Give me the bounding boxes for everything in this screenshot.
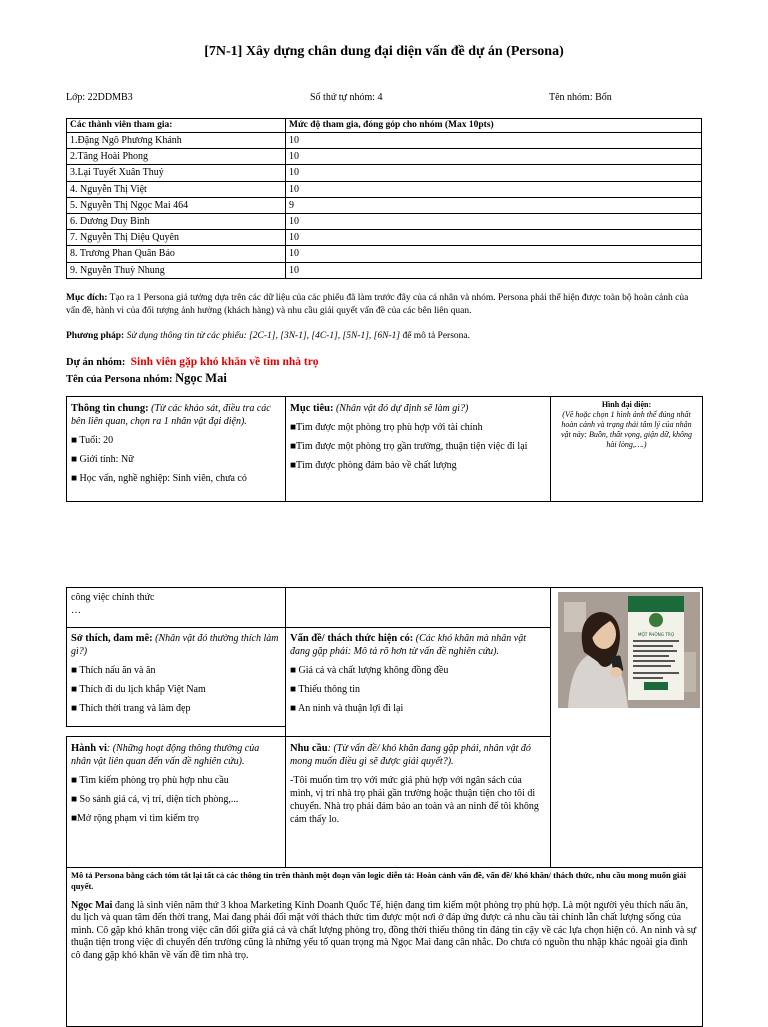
behavior-hint: : (Những hoạt động thông thường của nhân vật liên quan đến vấn đề nghiên cứu). — [71, 743, 260, 767]
method-sources: Sử dụng thông tin từ các phiếu: [2C-1], [3N-1], [4C-1], [5N-1], [6N-1] — [124, 331, 401, 341]
member-score: 9 — [286, 197, 702, 213]
member-name: 6. Dương Duy Bình — [67, 213, 286, 229]
problems-cell — [285, 627, 551, 737]
summary-text: đang là sinh viên năm thứ 3 khoa Marketing Kinh Doanh Quốc Tế, hiện đang tìm kiếm một phòng trọ phù hợp. Là một người yêu thích nấu ăn, du lịch và quan tâm đến thời trang, Mai đang phải đối mặt với thách thức tìm được một nơi ở đáp ứng được cả nhu cầu tài chính lẫn chất lượng sống của mình. Cô gặp khó khăn trong việc cân đối giữa giá cả và chất lượng phòng trọ, đồng thời thiếu thông tin đáng tin cậy về các lựa chọn hiện có. An ninh và sự thuận tiện trong việc di chuyển đến trường cũng là những yếu tố quan trọng mà Ngọc Mai đang cân nhắc. Do chưa có nguồn thu nhập khác ngoài gia đình cô đang gặp khó khăn về vấn đề tìm nhà trọ. — [71, 900, 697, 961]
goals-continued-cell — [285, 587, 551, 628]
member-name: 7. Nguyễn Thị Diệu Quyên — [67, 230, 286, 246]
general-info-cell — [66, 396, 286, 502]
summary-cell — [66, 867, 703, 1027]
project-line — [66, 356, 319, 368]
poster-title: MỘT PHÒNG TRỌ — [637, 632, 675, 637]
members-table-header — [67, 119, 702, 133]
method-text: để mô tả Persona. — [400, 331, 470, 341]
member-score: 10 — [286, 165, 702, 181]
general-info-label: Thông tin chung: — [71, 403, 149, 414]
problems-label: Vấn đề/ thách thức hiện có: — [290, 633, 414, 644]
hobby-item: ■ Thích đi du lịch khắp Việt Nam — [71, 684, 206, 695]
member-name: 2.Tăng Hoài Phong — [67, 149, 286, 165]
member-row — [67, 149, 702, 165]
purpose-text: Tạo ra 1 Persona giả tưởng dựa trên các dữ liệu của các phiếu đã làm trước đây của cá nhân và nhóm. Persona phải thể hiện được toàn bộ hoàn cảnh của vấn đề, hành vi của đối tượng ảnh hưởng (khách hàng) và nhu cầu giải quyết vấn đề của các bên liên quan. — [66, 293, 689, 316]
goals-label: Mục tiêu: — [290, 403, 334, 414]
member-row — [67, 197, 702, 213]
general-info-item: ■ Giới tính: Nữ — [71, 454, 134, 465]
member-row — [67, 246, 702, 262]
hobby-item: ■ Thích nấu ăn và ăn — [71, 665, 156, 676]
behavior-label: Hành vi — [71, 743, 107, 754]
member-row — [67, 181, 702, 197]
goals-hint: (Nhân vật đó dự định sẽ làm gì?) — [333, 403, 469, 414]
general-info-item: ■ Học vấn, nghề nghiệp: Sinh viên, chưa có — [71, 473, 247, 484]
goal-item: ■Tìm được phòng đảm bảo về chất lượng — [290, 460, 457, 471]
member-name: 1.Đặng Ngô Phương Khánh — [67, 133, 286, 149]
member-row — [67, 213, 702, 229]
members-header-name: Các thành viên tham gia: — [67, 119, 286, 133]
needs-hint: : (Từ vấn đề/ khó khăn đang gặp phải, nhân vật đó mong muốn điều gì sẽ được giải quyết?). — [290, 743, 531, 767]
persona-name-value: Ngọc Mai — [175, 371, 227, 385]
summary-paragraph — [71, 900, 698, 962]
behavior-item: ■ Tìm kiếm phòng trọ phù hợp nhu cầu — [71, 775, 229, 786]
goal-item: ■Tìm được một phòng trọ phù hợp với tài chính — [290, 422, 483, 433]
member-name: 3.Lại Tuyết Xuân Thuỷ — [67, 165, 286, 181]
class-label: Lớp: 22DDMB3 — [66, 92, 133, 103]
member-name: 4. Nguyễn Thị Việt — [67, 181, 286, 197]
member-score: 10 — [286, 246, 702, 262]
avatar-photo — [558, 592, 700, 708]
member-score: 10 — [286, 230, 702, 246]
project-value: Sinh viên gặp khó khăn về tìm nhà trọ — [130, 356, 319, 368]
member-name: 5. Nguyễn Thị Ngọc Mai 464 — [67, 197, 286, 213]
member-name: 9. Nguyễn Thuỳ Nhung — [67, 262, 286, 278]
general-info-continued: công việc chính thức — [71, 592, 155, 603]
member-row — [67, 262, 702, 278]
problem-item: ■ Giá cả và chất lượng không đồng đều — [290, 665, 449, 676]
needs-text: -Tôi muốn tìm trọ với mức giá phù hợp với ngân sách của mình, vị trí nhà trọ phải gần trường hoặc thuận tiện cho tôi di chuyển. Nhà trọ phải đảm bảo an toàn và an ninh để tôi không cảm thấy lo. — [290, 775, 539, 825]
members-header-score: Mức độ tham gia, đóng góp cho nhóm (Max 10pts) — [286, 119, 702, 133]
method-label: Phương pháp: — [66, 331, 125, 341]
problem-item: ■ An ninh và thuận lợi đi lại — [290, 703, 404, 714]
avatar-cell — [550, 396, 703, 502]
general-info-continued-cell — [66, 587, 286, 628]
general-info-hint: (Từ các khảo sát, điều tra các bên liên quan, chọn ra 1 nhân vật đại diện). — [71, 403, 271, 427]
hobbies-hint: (Nhân vật đó thường thích làm gì?) — [71, 633, 279, 657]
member-row — [67, 133, 702, 149]
problem-item: ■ Thiếu thông tin — [290, 684, 361, 695]
hobby-item: ■ Thích thời trang và làm đẹp — [71, 703, 191, 714]
behavior-cell — [66, 736, 286, 868]
problems-hint: (Các khó khăn mà nhân vật đang gặp phải: Mô tả rõ hơn từ vấn đề nghiên cứu). — [290, 633, 527, 657]
hobbies-cell — [66, 627, 286, 727]
behavior-item: ■ So sánh giá cả, vị trí, diện tích phòng,... — [71, 794, 239, 805]
member-score: 10 — [286, 213, 702, 229]
summary-instruction: Mô tả Persona bằng cách tóm tắt lại tất cả các thông tin trên thành một đoạn văn logic diễn tả: Hoàn cảnh vấn đề, vấn đề/ khó khăn/ thách thức, nhu cầu mong muốn giải quyết. — [71, 870, 687, 891]
member-row — [67, 165, 702, 181]
purpose-label: Mục đích: — [66, 293, 108, 303]
girl-reading-notice-image — [558, 592, 700, 708]
member-score: 10 — [286, 181, 702, 197]
goals-cell — [285, 396, 551, 502]
member-score: 10 — [286, 262, 702, 278]
goal-item: ■Tìm được một phòng trọ gần trường, thuận tiện việc đi lại — [290, 441, 528, 452]
hobbies-label: Sở thích, đam mê: — [71, 633, 153, 644]
summary-persona-name: Ngọc Mai — [71, 900, 113, 911]
persona-name-label: Tên của Persona nhóm: — [66, 374, 173, 385]
method-paragraph — [66, 330, 702, 343]
member-score: 10 — [286, 133, 702, 149]
needs-cell — [285, 736, 551, 868]
group-name-label: Tên nhóm: Bốn — [549, 92, 612, 103]
member-row — [67, 230, 702, 246]
behavior-item: ■Mở rộng phạm vi tìm kiếm trọ — [71, 813, 199, 824]
page-title: [7N-1] Xây dựng chân dung đại diện vấn đề dự án (Persona) — [204, 44, 564, 59]
project-label: Dự án nhóm: — [66, 357, 126, 368]
avatar-label: Hình đại diện: — [601, 400, 652, 409]
members-table — [66, 118, 702, 279]
general-info-item: ■ Tuổi: 20 — [71, 435, 114, 446]
member-score: 10 — [286, 149, 702, 165]
general-info-ellipsis: … — [71, 605, 81, 616]
persona-name-line — [66, 371, 227, 386]
avatar-hint: (Vẽ hoặc chọn 1 hình ảnh thể đúng nhất hoàn cảnh và trạng thái tâm lý của nhân vật này: Buồn, thất vọng, giận dữ, không hài lòng,….) — [560, 410, 692, 449]
purpose-paragraph — [66, 292, 702, 318]
group-number-label: Số thứ tự nhóm: 4 — [310, 92, 383, 103]
needs-label: Nhu cầu — [290, 743, 328, 754]
member-name: 8. Trương Phan Quân Bảo — [67, 246, 286, 262]
